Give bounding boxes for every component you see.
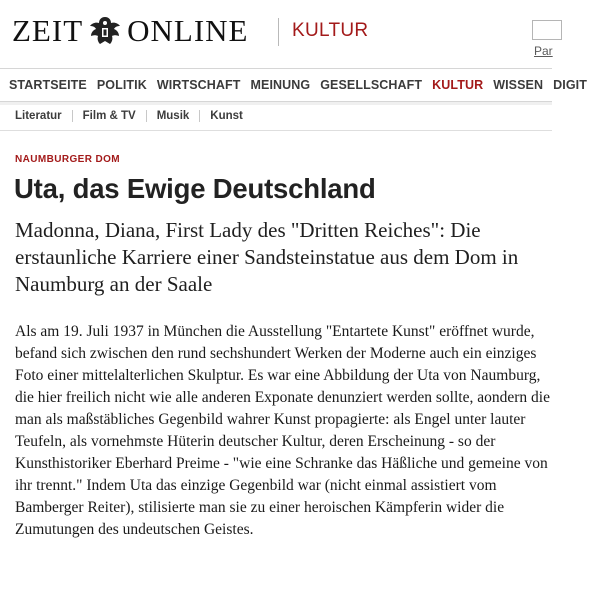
search-input[interactable] xyxy=(532,20,562,40)
subnav-divider xyxy=(199,110,200,122)
article-body: Als am 19. Juli 1937 in München die Ausstellung "Entartete Kunst" eröffnet wurde, befand sich zwischen den rund sechshundert Werken der Moderne auch ein einziges Foto einer mittelalterlichen Skulptur. Es war eine Abbildung der Uta von Naumburg, die hier freilich nicht wie alle anderen Exponate denunziert werden sollte, aondern die man als maßstäbliches Gegenbild wahrer Kunst propagierte: als Engel unter lauter Teufeln, als vornehmste Hüterin deutscher Kultur, deren Erscheinung - so der Kunsthistoriker Eberhard Preime - "wie eine Schranke das Häßliche und gemeine von ihr trennt." Indem Uta das einzige Gegenbild war (nicht einmal assistiert vom Bamberger Reiter), stilisierte man sie zu einer heroischen Kämpferin wider die Zumutungen des undeutschen Geistes. xyxy=(15,323,550,538)
search-link[interactable]: Par xyxy=(534,44,553,58)
masthead xyxy=(0,0,552,68)
zeit-online-logo[interactable] xyxy=(12,12,249,50)
main-nav xyxy=(0,68,587,102)
subnav-divider xyxy=(146,110,147,122)
logo-word-online: ONLINE xyxy=(127,13,249,48)
nav-item-digital[interactable]: DIGIT xyxy=(553,78,587,92)
subnav-divider xyxy=(72,110,73,122)
logo-word-zeit: ZEIT xyxy=(12,13,84,48)
article-headline: Uta, das Ewige Deutschland xyxy=(14,173,376,204)
subnav-item-musik[interactable]: Musik xyxy=(156,110,190,122)
article-kicker[interactable]: NAUMBURGER DOM xyxy=(15,154,121,165)
nav-item-wirtschaft[interactable]: WIRTSCHAFT xyxy=(156,78,241,92)
subnav-item-kunst[interactable]: Kunst xyxy=(210,110,243,122)
masthead-divider xyxy=(278,18,279,46)
subnav-item-literatur[interactable]: Literatur xyxy=(15,110,62,122)
subnav-item-film-tv[interactable]: Film & TV xyxy=(82,110,136,122)
nav-item-meinung[interactable]: MEINUNG xyxy=(250,78,311,92)
nav-item-wissen[interactable]: WISSEN xyxy=(493,78,544,92)
article-subtitle: Madonna, Diana, First Lady des "Dritten Reiches": Die erstaunliche Karriere einer Sandsteinstatue aus dem Dom in Naumburg an der Saale xyxy=(15,218,519,296)
nav-item-startseite[interactable]: STARTSEITE xyxy=(9,78,87,92)
nav-item-politik[interactable]: POLITIK xyxy=(96,78,147,92)
section-title[interactable]: KULTUR xyxy=(292,20,369,41)
sub-nav xyxy=(0,104,552,131)
eagle-crest-icon xyxy=(87,14,123,48)
nav-item-gesellschaft[interactable]: GESELLSCHAFT xyxy=(320,78,423,92)
nav-item-kultur[interactable]: KULTUR xyxy=(432,78,484,92)
